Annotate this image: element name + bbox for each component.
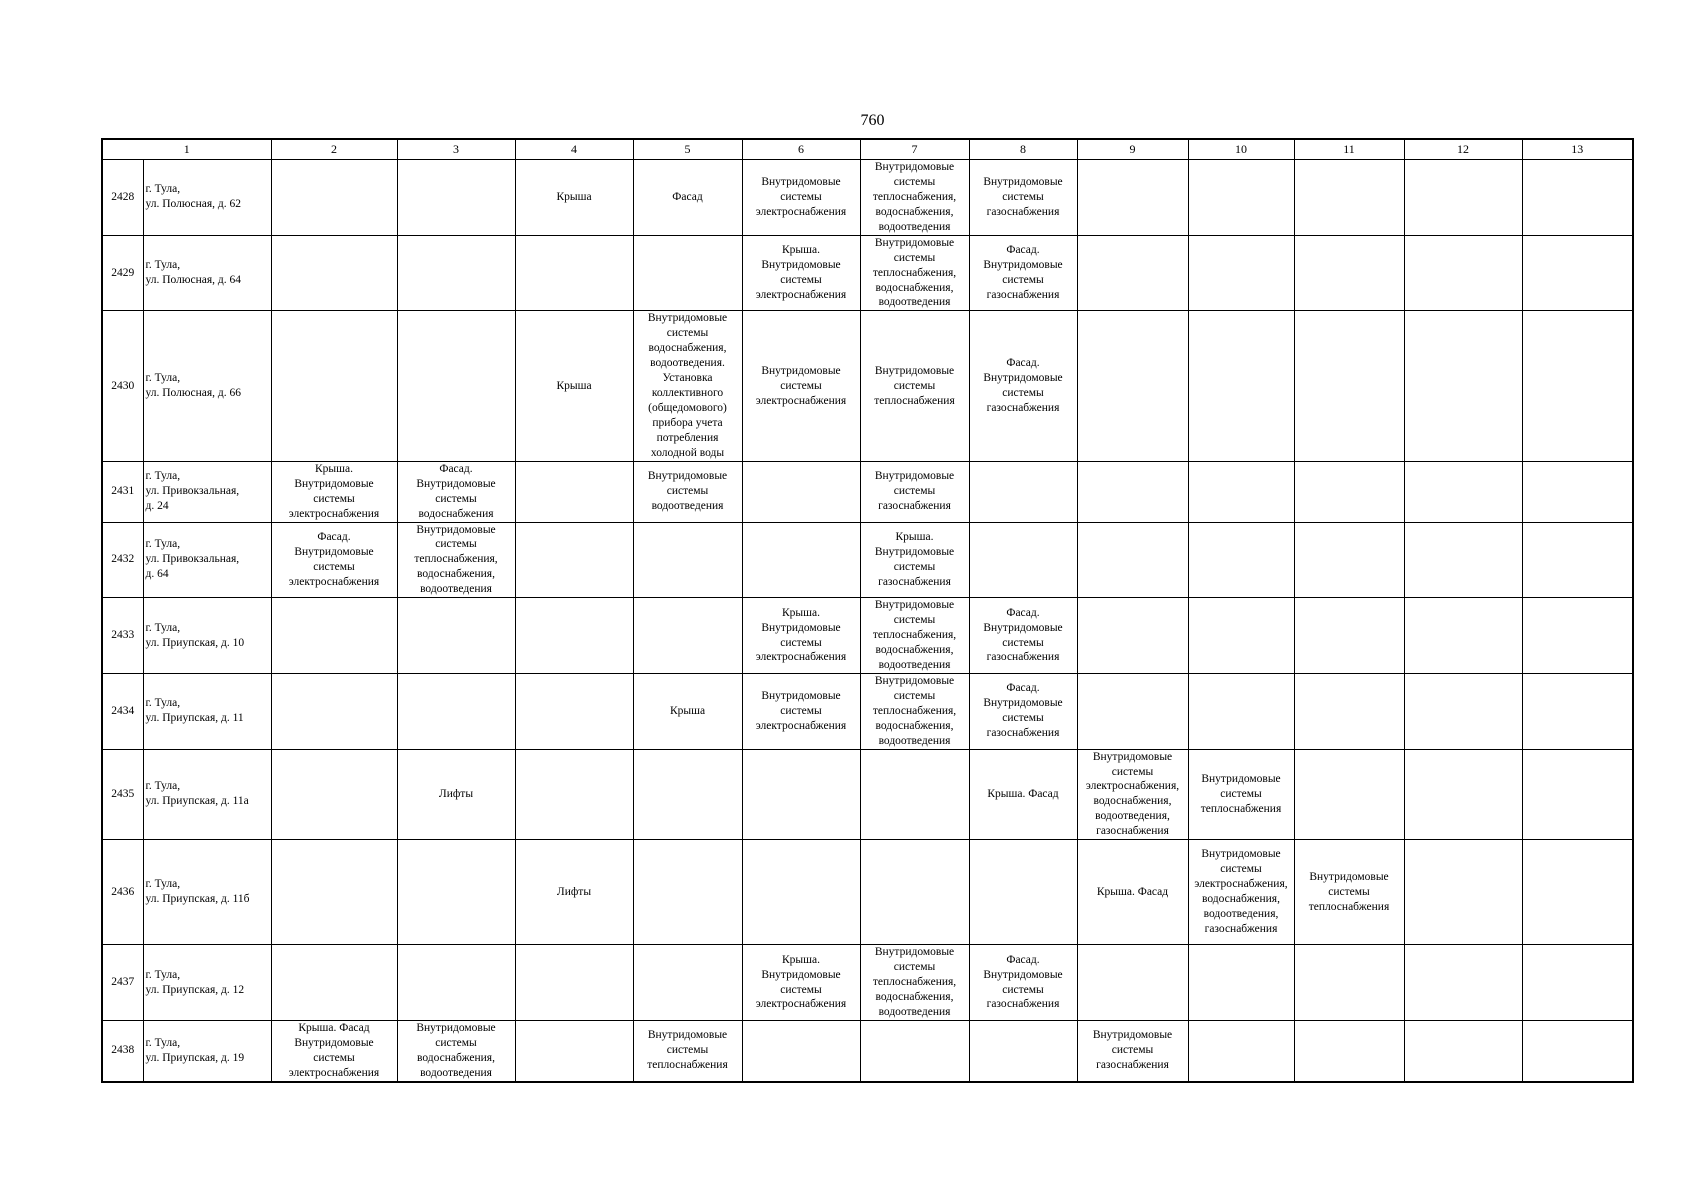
work-cell-col-10 xyxy=(1188,461,1294,522)
column-header: 13 xyxy=(1522,139,1633,160)
work-cell-col-10 xyxy=(1188,1020,1294,1081)
row-number: 2428 xyxy=(102,160,143,236)
work-cell-col-9: Внутридомовые системы электроснабжения, водоснабжения, водоотведения, газоснабжения xyxy=(1077,749,1188,840)
work-cell-col-8: Крыша. Фасад xyxy=(969,749,1077,840)
work-cell-col-13 xyxy=(1522,673,1633,749)
work-cell-col-4: Лифты xyxy=(515,840,633,945)
work-cell-col-12 xyxy=(1404,945,1522,1021)
work-cell-col-10: Внутридомовые системы теплоснабжения xyxy=(1188,749,1294,840)
work-cell-col-4 xyxy=(515,1020,633,1081)
work-cell-col-9 xyxy=(1077,945,1188,1021)
column-header: 12 xyxy=(1404,139,1522,160)
column-header: 11 xyxy=(1294,139,1404,160)
work-cell-col-11 xyxy=(1294,1020,1404,1081)
work-cell-col-13 xyxy=(1522,945,1633,1021)
work-cell-col-7: Внутридомовые системы теплоснабжения xyxy=(860,311,969,461)
row-number: 2430 xyxy=(102,311,143,461)
work-cell-col-11: Внутридомовые системы теплоснабжения xyxy=(1294,840,1404,945)
address-cell: г. Тула, ул. Полюсная, д. 66 xyxy=(143,311,271,461)
work-cell-col-2 xyxy=(271,840,397,945)
work-cell-col-12 xyxy=(1404,1020,1522,1081)
work-cell-col-4 xyxy=(515,673,633,749)
work-cell-col-4 xyxy=(515,749,633,840)
row-number: 2437 xyxy=(102,945,143,1021)
work-cell-col-5 xyxy=(633,598,742,674)
work-cell-col-8: Фасад. Внутридомовые системы газоснабжения xyxy=(969,235,1077,311)
work-cell-col-3: Внутридомовые системы водоснабжения, водоотведения xyxy=(397,1020,515,1081)
work-cell-col-10 xyxy=(1188,235,1294,311)
work-cell-col-11 xyxy=(1294,673,1404,749)
work-cell-col-8 xyxy=(969,461,1077,522)
work-cell-col-6: Крыша. Внутридомовые системы электроснабжения xyxy=(742,945,860,1021)
work-cell-col-3: Фасад. Внутридомовые системы водоснабжения xyxy=(397,461,515,522)
work-cell-col-7 xyxy=(860,840,969,945)
work-cell-col-9 xyxy=(1077,235,1188,311)
work-cell-col-2 xyxy=(271,235,397,311)
work-cell-col-8: Фасад. Внутридомовые системы газоснабжения xyxy=(969,311,1077,461)
table-row xyxy=(102,235,1633,311)
work-cell-col-6 xyxy=(742,1020,860,1081)
work-cell-col-7 xyxy=(860,1020,969,1081)
work-cell-col-12 xyxy=(1404,311,1522,461)
table-row xyxy=(102,522,1633,598)
work-cell-col-13 xyxy=(1522,160,1633,236)
work-cell-col-5 xyxy=(633,749,742,840)
address-cell: г. Тула, ул. Привокзальная, д. 24 xyxy=(143,461,271,522)
work-cell-col-7: Внутридомовые системы теплоснабжения, водоснабжения, водоотведения xyxy=(860,945,969,1021)
column-header: 7 xyxy=(860,139,969,160)
work-cell-col-13 xyxy=(1522,598,1633,674)
work-cell-col-7: Внутридомовые системы газоснабжения xyxy=(860,461,969,522)
row-number: 2434 xyxy=(102,673,143,749)
work-cell-col-7 xyxy=(860,749,969,840)
address-cell: г. Тула, ул. Приупская, д. 19 xyxy=(143,1020,271,1081)
work-cell-col-11 xyxy=(1294,749,1404,840)
column-header: 2 xyxy=(271,139,397,160)
column-header: 10 xyxy=(1188,139,1294,160)
table-row xyxy=(102,461,1633,522)
work-cell-col-9 xyxy=(1077,598,1188,674)
work-cell-col-9: Крыша. Фасад xyxy=(1077,840,1188,945)
work-cell-col-8 xyxy=(969,522,1077,598)
work-cell-col-11 xyxy=(1294,461,1404,522)
work-cell-col-2 xyxy=(271,160,397,236)
work-cell-col-7: Внутридомовые системы теплоснабжения, водоснабжения, водоотведения xyxy=(860,160,969,236)
work-cell-col-4 xyxy=(515,598,633,674)
work-cell-col-3: Внутридомовые системы теплоснабжения, водоснабжения, водоотведения xyxy=(397,522,515,598)
work-cell-col-2 xyxy=(271,598,397,674)
work-cell-col-6: Крыша. Внутридомовые системы электроснабжения xyxy=(742,235,860,311)
work-cell-col-2: Фасад. Внутридомовые системы электроснабжения xyxy=(271,522,397,598)
work-cell-col-9 xyxy=(1077,311,1188,461)
work-cell-col-8: Внутридомовые системы газоснабжения xyxy=(969,160,1077,236)
column-header: 8 xyxy=(969,139,1077,160)
row-number: 2436 xyxy=(102,840,143,945)
work-cell-col-8 xyxy=(969,1020,1077,1081)
column-header: 6 xyxy=(742,139,860,160)
work-cell-col-4 xyxy=(515,522,633,598)
table-row xyxy=(102,598,1633,674)
row-number: 2429 xyxy=(102,235,143,311)
table-row xyxy=(102,311,1633,461)
work-cell-col-2 xyxy=(271,749,397,840)
work-cell-col-3 xyxy=(397,311,515,461)
work-cell-col-5: Внутридомовые системы водоснабжения, водоотведения. Установка коллективного (общедомового) прибора учета потребления холодной воды xyxy=(633,311,742,461)
column-header: 4 xyxy=(515,139,633,160)
work-cell-col-12 xyxy=(1404,235,1522,311)
address-cell: г. Тула, ул. Приупская, д. 11б xyxy=(143,840,271,945)
work-cell-col-5 xyxy=(633,235,742,311)
row-number: 2432 xyxy=(102,522,143,598)
work-cell-col-8: Фасад. Внутридомовые системы газоснабжения xyxy=(969,598,1077,674)
work-cell-col-4 xyxy=(515,235,633,311)
work-cell-col-10: Внутридомовые системы электроснабжения, водоснабжения, водоотведения, газоснабжения xyxy=(1188,840,1294,945)
work-cell-col-3: Лифты xyxy=(397,749,515,840)
table-row xyxy=(102,1020,1633,1081)
work-cell-col-3 xyxy=(397,673,515,749)
table-row xyxy=(102,840,1633,945)
column-header: 3 xyxy=(397,139,515,160)
work-cell-col-4: Крыша xyxy=(515,311,633,461)
work-cell-col-11 xyxy=(1294,598,1404,674)
address-cell: г. Тула, ул. Полюсная, д. 62 xyxy=(143,160,271,236)
work-cell-col-9: Внутридомовые системы газоснабжения xyxy=(1077,1020,1188,1081)
work-cell-col-12 xyxy=(1404,522,1522,598)
work-cell-col-10 xyxy=(1188,522,1294,598)
work-cell-col-3 xyxy=(397,598,515,674)
work-cell-col-13 xyxy=(1522,1020,1633,1081)
address-cell: г. Тула, ул. Приупская, д. 11 xyxy=(143,673,271,749)
address-cell: г. Тула, ул. Приупская, д. 12 xyxy=(143,945,271,1021)
work-cell-col-5: Внутридомовые системы водоотведения xyxy=(633,461,742,522)
work-cell-col-5: Внутридомовые системы теплоснабжения xyxy=(633,1020,742,1081)
work-cell-col-3 xyxy=(397,235,515,311)
work-cell-col-12 xyxy=(1404,160,1522,236)
work-cell-col-7: Внутридомовые системы теплоснабжения, водоснабжения, водоотведения xyxy=(860,598,969,674)
work-cell-col-13 xyxy=(1522,461,1633,522)
page-number: 760 xyxy=(860,112,885,129)
work-cell-col-7: Внутридомовые системы теплоснабжения, водоснабжения, водоотведения xyxy=(860,673,969,749)
work-cell-col-2 xyxy=(271,945,397,1021)
work-cell-col-11 xyxy=(1294,235,1404,311)
work-cell-col-8: Фасад. Внутридомовые системы газоснабжения xyxy=(969,945,1077,1021)
work-cell-col-5 xyxy=(633,840,742,945)
work-cell-col-6: Внутридомовые системы электроснабжения xyxy=(742,160,860,236)
work-cell-col-5: Фасад xyxy=(633,160,742,236)
work-cell-col-6: Внутридомовые системы электроснабжения xyxy=(742,311,860,461)
work-cell-col-12 xyxy=(1404,461,1522,522)
table-row xyxy=(102,749,1633,840)
work-cell-col-13 xyxy=(1522,840,1633,945)
row-number: 2433 xyxy=(102,598,143,674)
work-cell-col-11 xyxy=(1294,522,1404,598)
table-row xyxy=(102,673,1633,749)
work-cell-col-6 xyxy=(742,749,860,840)
work-cell-col-6: Внутридомовые системы электроснабжения xyxy=(742,673,860,749)
work-cell-col-3 xyxy=(397,945,515,1021)
address-cell: г. Тула, ул. Приупская, д. 11а xyxy=(143,749,271,840)
work-cell-col-13 xyxy=(1522,749,1633,840)
work-cell-col-6 xyxy=(742,522,860,598)
work-cell-col-9 xyxy=(1077,673,1188,749)
work-cell-col-12 xyxy=(1404,749,1522,840)
repair-schedule-table xyxy=(101,138,1634,1083)
row-number: 2435 xyxy=(102,749,143,840)
work-cell-col-9 xyxy=(1077,160,1188,236)
work-cell-col-5: Крыша xyxy=(633,673,742,749)
work-cell-col-10 xyxy=(1188,673,1294,749)
table-row xyxy=(102,160,1633,236)
work-cell-col-3 xyxy=(397,160,515,236)
work-cell-col-4 xyxy=(515,461,633,522)
column-header: 9 xyxy=(1077,139,1188,160)
work-cell-col-12 xyxy=(1404,673,1522,749)
work-cell-col-8 xyxy=(969,840,1077,945)
work-cell-col-6 xyxy=(742,461,860,522)
table-header-row xyxy=(102,139,1633,160)
work-cell-col-13 xyxy=(1522,235,1633,311)
work-cell-col-11 xyxy=(1294,160,1404,236)
work-cell-col-7: Крыша. Внутридомовые системы газоснабжения xyxy=(860,522,969,598)
work-cell-col-10 xyxy=(1188,160,1294,236)
work-cell-col-5 xyxy=(633,945,742,1021)
work-cell-col-11 xyxy=(1294,311,1404,461)
work-cell-col-5 xyxy=(633,522,742,598)
work-cell-col-4 xyxy=(515,945,633,1021)
column-header: 1 xyxy=(102,139,271,160)
work-cell-col-9 xyxy=(1077,461,1188,522)
work-cell-col-7: Внутридомовые системы теплоснабжения, водоснабжения, водоотведения xyxy=(860,235,969,311)
work-cell-col-2 xyxy=(271,311,397,461)
row-number: 2438 xyxy=(102,1020,143,1081)
table-row xyxy=(102,945,1633,1021)
work-cell-col-8: Фасад. Внутридомовые системы газоснабжения xyxy=(969,673,1077,749)
column-header: 5 xyxy=(633,139,742,160)
work-cell-col-13 xyxy=(1522,522,1633,598)
work-cell-col-12 xyxy=(1404,840,1522,945)
work-cell-col-4: Крыша xyxy=(515,160,633,236)
work-cell-col-10 xyxy=(1188,598,1294,674)
work-cell-col-2: Крыша. Фасад Внутридомовые системы электроснабжения xyxy=(271,1020,397,1081)
work-cell-col-10 xyxy=(1188,311,1294,461)
table-body xyxy=(102,160,1633,1082)
address-cell: г. Тула, ул. Полюсная, д. 64 xyxy=(143,235,271,311)
work-cell-col-6 xyxy=(742,840,860,945)
work-cell-col-3 xyxy=(397,840,515,945)
work-cell-col-10 xyxy=(1188,945,1294,1021)
work-cell-col-11 xyxy=(1294,945,1404,1021)
address-cell: г. Тула, ул. Привокзальная, д. 64 xyxy=(143,522,271,598)
address-cell: г. Тула, ул. Приупская, д. 10 xyxy=(143,598,271,674)
work-cell-col-6: Крыша. Внутридомовые системы электроснабжения xyxy=(742,598,860,674)
work-cell-col-9 xyxy=(1077,522,1188,598)
work-cell-col-12 xyxy=(1404,598,1522,674)
work-cell-col-2: Крыша. Внутридомовые системы электроснабжения xyxy=(271,461,397,522)
row-number: 2431 xyxy=(102,461,143,522)
work-cell-col-2 xyxy=(271,673,397,749)
work-cell-col-13 xyxy=(1522,311,1633,461)
